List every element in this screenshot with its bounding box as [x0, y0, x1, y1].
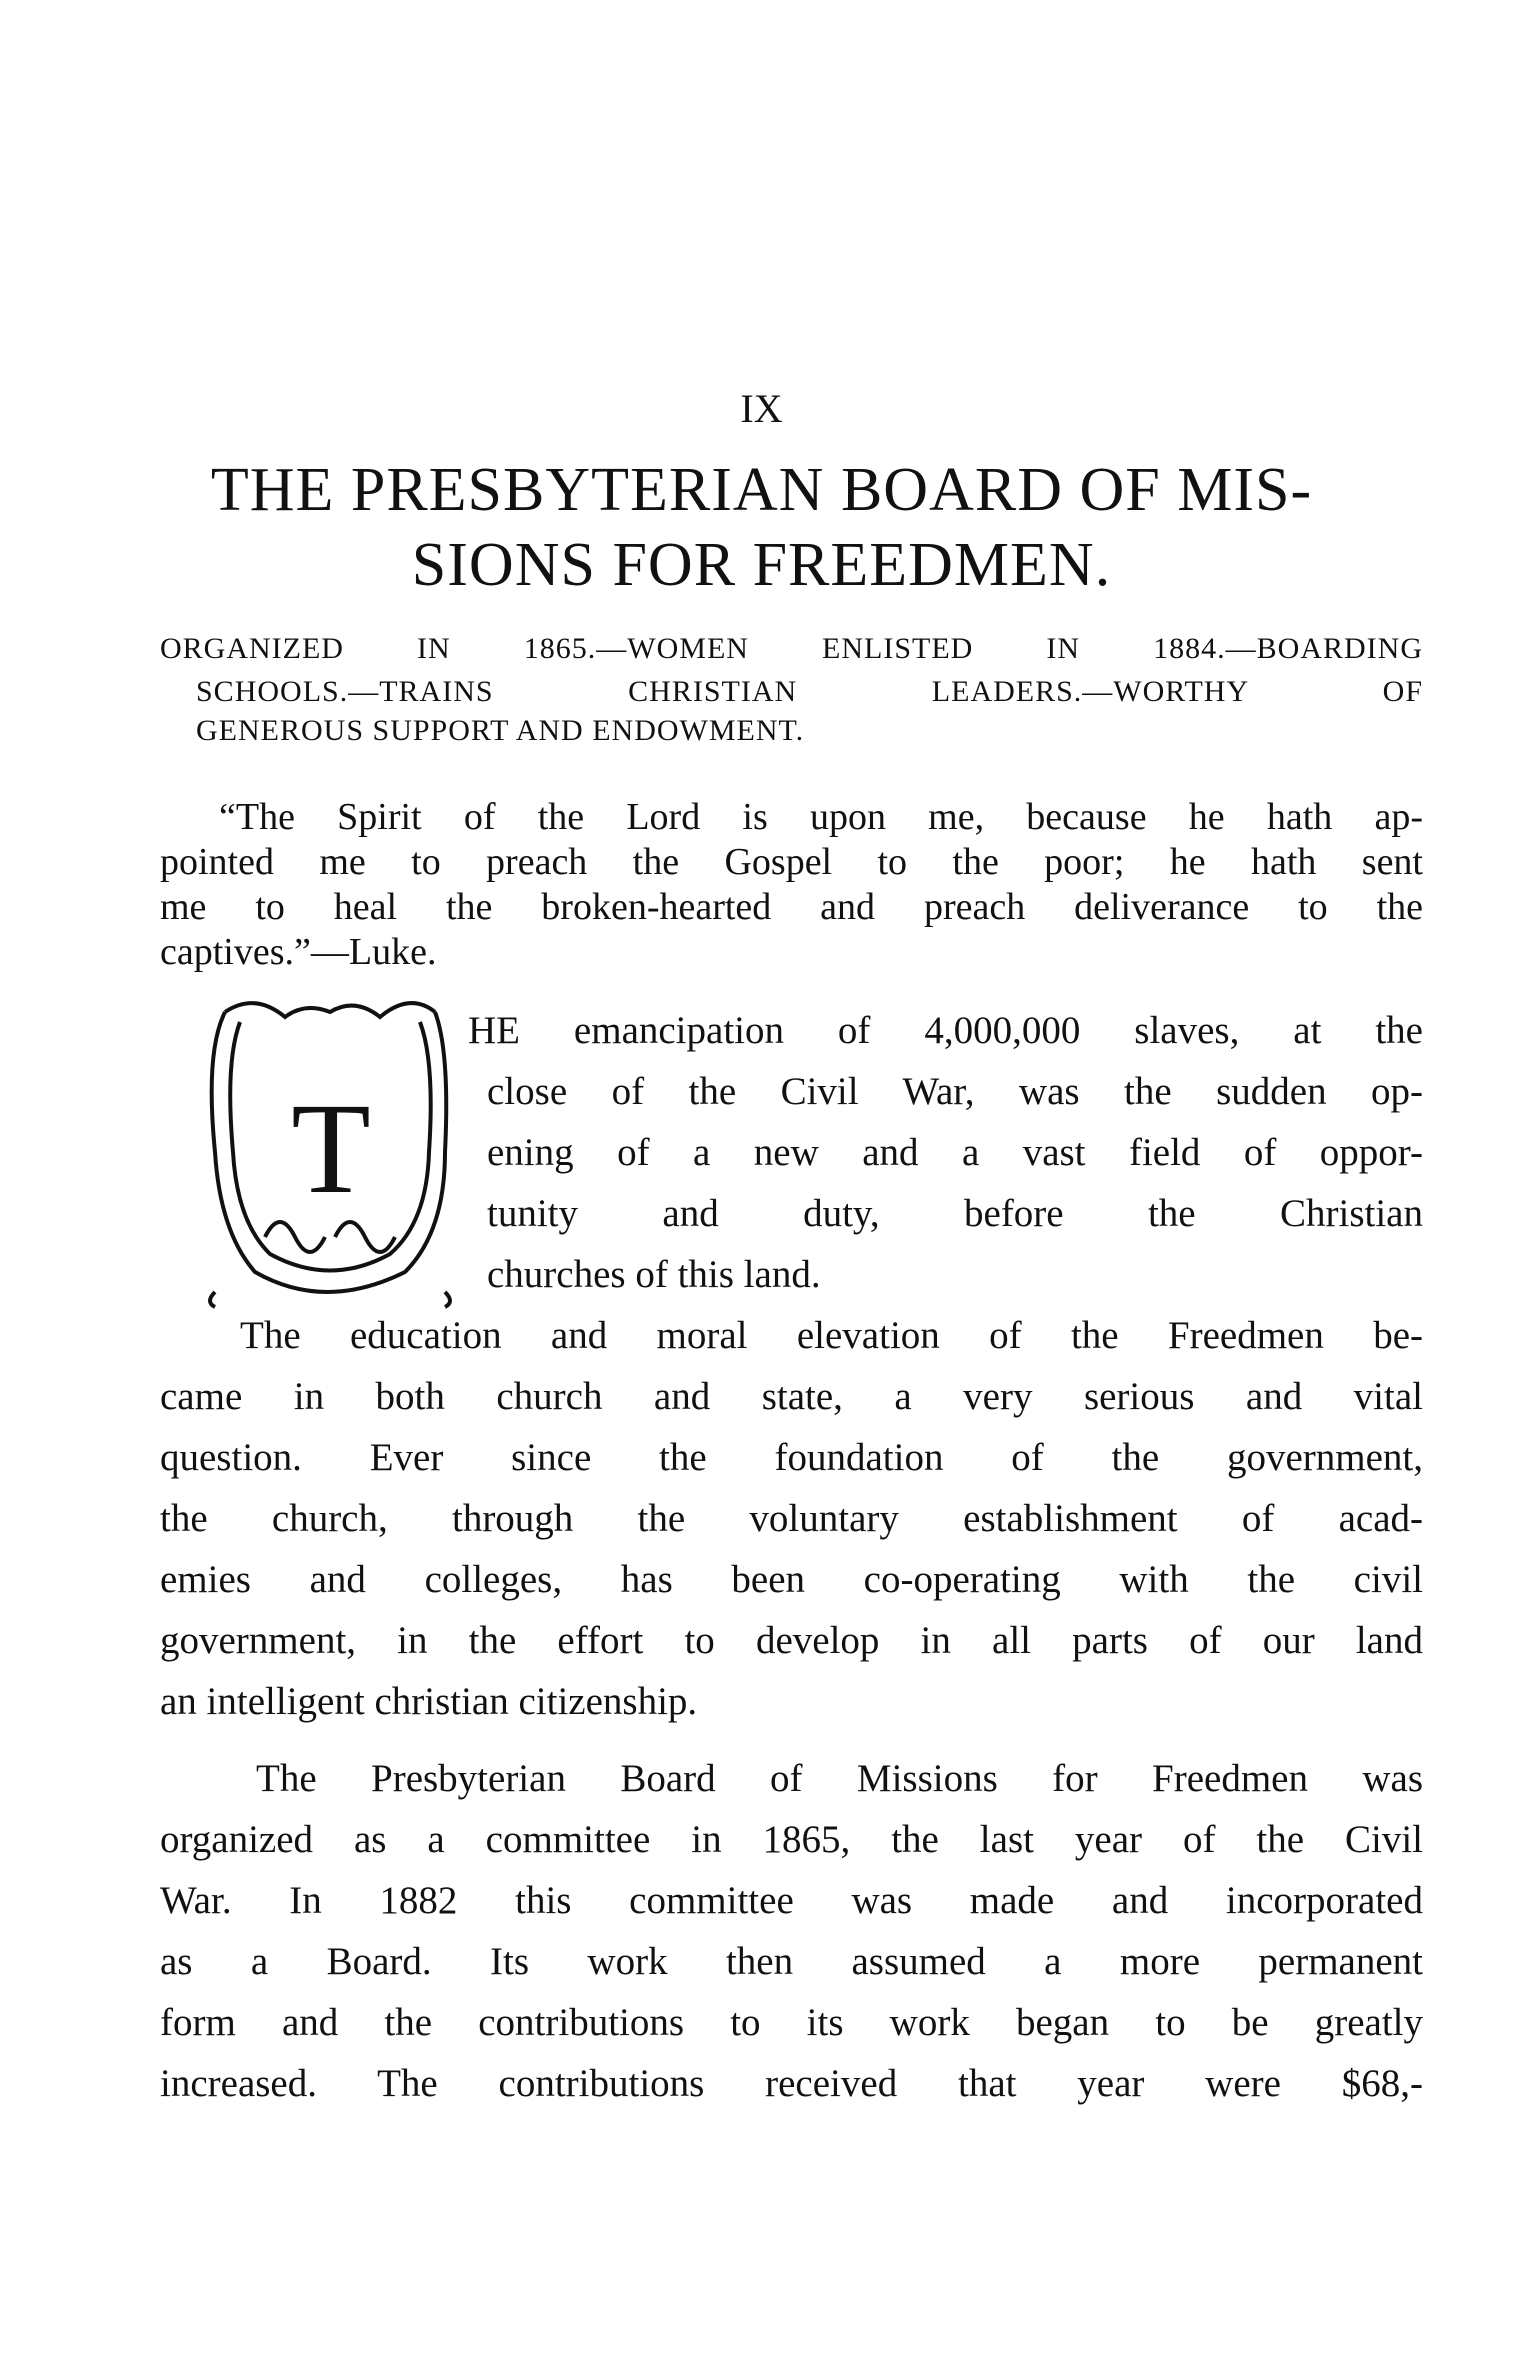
epigraph-line: pointed me to preach the Gospel to the poor; he hath sent [160, 841, 1423, 883]
body-line: tunity and duty, before the Christian [487, 1192, 1423, 1235]
body-line: form and the contributions to its work began to be greatly [160, 2001, 1423, 2044]
epigraph-line: captives.”—Luke. [160, 931, 437, 973]
ornamental-drop-cap [195, 992, 467, 1310]
synopsis-line: SCHOOLS.—TRAINS CHRISTIAN LEADERS.—WORTHY OF [196, 675, 1423, 708]
body-line: emies and colleges, has been co-operating with the civil [160, 1558, 1423, 1601]
epigraph-line: me to heal the broken-hearted and preach deliverance to the [160, 886, 1423, 928]
body-line: War. In 1882 this committee was made and incorporated [160, 1879, 1423, 1922]
synopsis-line: ORGANIZED IN 1865.—WOMEN ENLISTED IN 1884.—BOARDING [160, 632, 1423, 665]
drop-cap-letter: T [291, 1077, 371, 1221]
body-line: churches of this land. [487, 1253, 821, 1296]
chapter-title-line-2: SIONS FOR FREEDMEN. [411, 531, 1112, 599]
body-line: close of the Civil War, was the sudden op- [487, 1070, 1423, 1113]
body-line: an intelligent christian citizenship. [160, 1680, 698, 1723]
body-line: The education and moral elevation of the Freedmen be- [240, 1314, 1423, 1357]
body-line: ening of a new and a vast field of oppor- [487, 1131, 1423, 1174]
body-line: question. Ever since the foundation of the government, [160, 1436, 1423, 1479]
body-line: the church, through the voluntary establishment of acad- [160, 1497, 1423, 1540]
body-line: The Presbyterian Board of Missions for Freedmen was [256, 1757, 1423, 1800]
body-line: government, in the effort to develop in all parts of our land [160, 1619, 1423, 1662]
synopsis-line: GENEROUS SUPPORT AND ENDOWMENT. [196, 714, 805, 747]
body-line: HE emancipation of 4,000,000 slaves, at the [468, 1009, 1423, 1052]
body-line: increased. The contributions received that year were $68,- [160, 2062, 1423, 2105]
chapter-title-line-1: THE PRESBYTERIAN BOARD OF MIS- [210, 456, 1313, 524]
body-line: organized as a committee in 1865, the last year of the Civil [160, 1818, 1423, 1861]
body-line: came in both church and state, a very serious and vital [160, 1375, 1423, 1418]
epigraph-line: “The Spirit of the Lord is upon me, because he hath ap- [219, 796, 1423, 838]
chapter-number: IX [740, 386, 783, 431]
body-line: as a Board. Its work then assumed a more permanent [160, 1940, 1423, 1983]
